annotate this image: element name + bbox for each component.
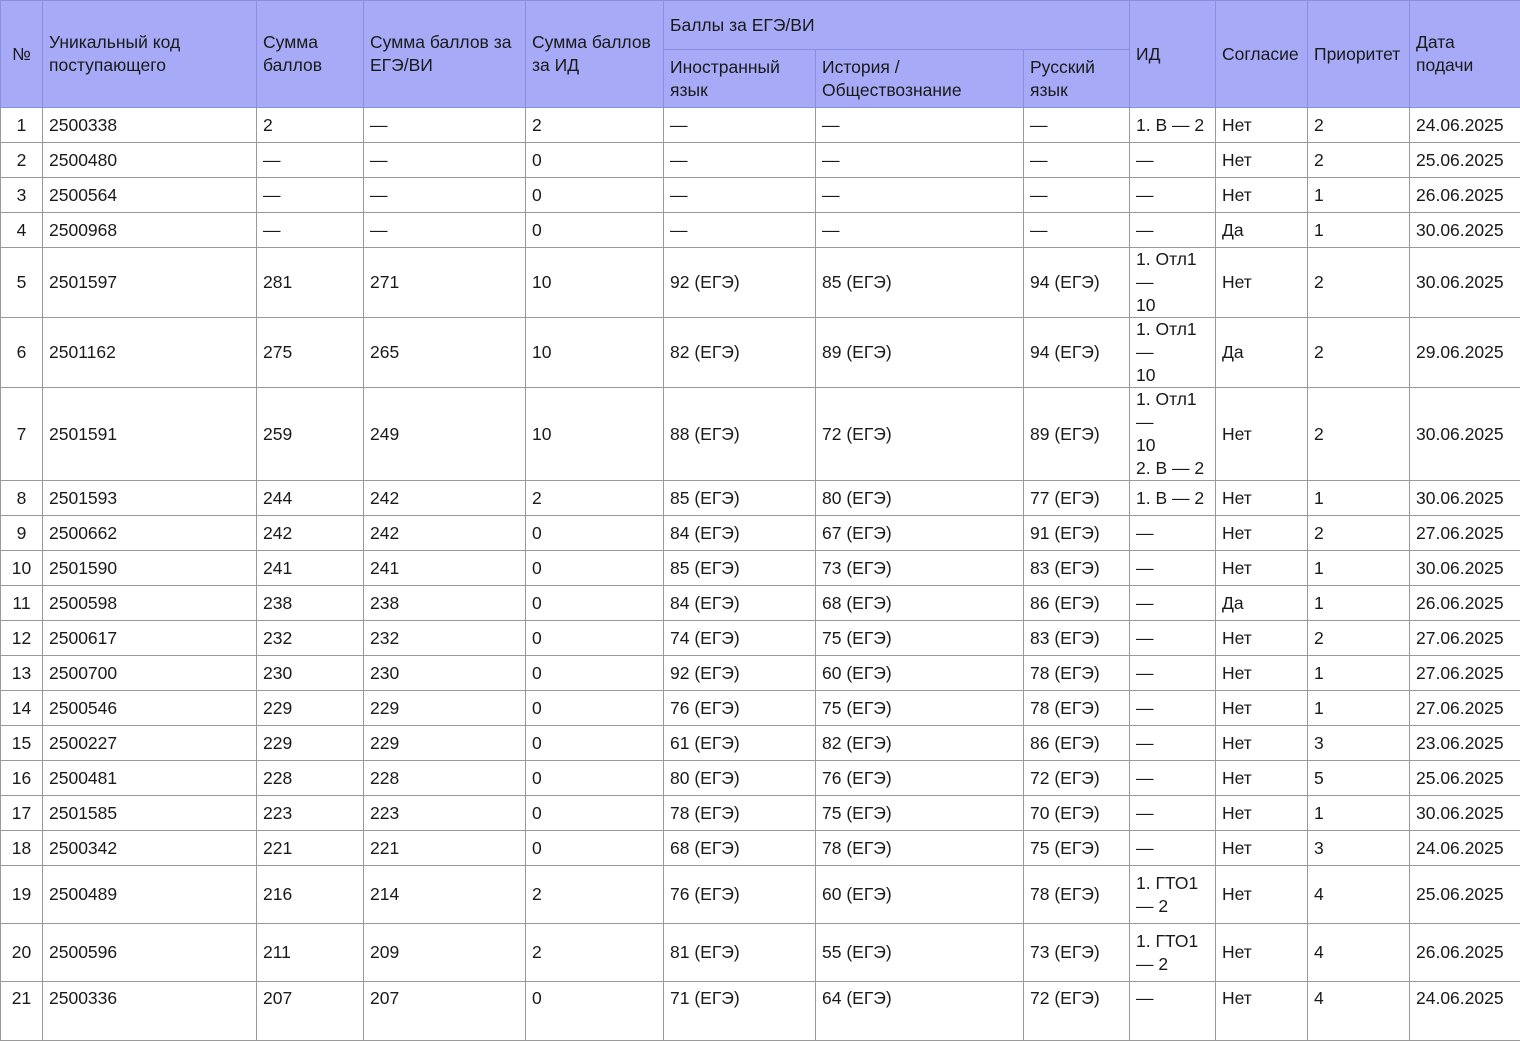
cell-total: 216: [257, 866, 364, 924]
cell-consent: Нет: [1216, 178, 1308, 213]
cell-russian: 83 (ЕГЭ): [1024, 621, 1130, 656]
cell-consent: Нет: [1216, 726, 1308, 761]
cell-total: 221: [257, 831, 364, 866]
table-row: [1, 982, 1520, 1041]
header-consent: Согласие: [1216, 1, 1308, 108]
table-row: [1, 248, 1520, 318]
cell-russian: 78 (ЕГЭ): [1024, 691, 1130, 726]
cell-total: 241: [257, 551, 364, 586]
cell-num: 9: [1, 516, 43, 551]
cell-exam-total: 238: [364, 586, 526, 621]
cell-total: —: [257, 213, 364, 248]
cell-id-total: 0: [526, 831, 664, 866]
cell-exam-total: 229: [364, 691, 526, 726]
cell-russian: 86 (ЕГЭ): [1024, 586, 1130, 621]
cell-history: —: [816, 178, 1024, 213]
cell-history: 80 (ЕГЭ): [816, 481, 1024, 516]
cell-foreign: 80 (ЕГЭ): [664, 761, 816, 796]
cell-total: 207: [257, 982, 364, 1041]
cell-foreign: 88 (ЕГЭ): [664, 388, 816, 481]
cell-foreign: —: [664, 108, 816, 143]
table-row: [1, 866, 1520, 924]
cell-id: 1. Отл1 — 10: [1130, 248, 1216, 318]
cell-russian: —: [1024, 178, 1130, 213]
cell-code: 2500662: [43, 516, 257, 551]
cell-foreign: 84 (ЕГЭ): [664, 586, 816, 621]
cell-foreign: 84 (ЕГЭ): [664, 516, 816, 551]
cell-russian: 89 (ЕГЭ): [1024, 388, 1130, 481]
cell-consent: Нет: [1216, 796, 1308, 831]
cell-exam-total: 230: [364, 656, 526, 691]
cell-num: 20: [1, 924, 43, 982]
cell-priority: 4: [1308, 866, 1410, 924]
cell-priority: 5: [1308, 761, 1410, 796]
cell-priority: 2: [1308, 516, 1410, 551]
cell-foreign: 85 (ЕГЭ): [664, 481, 816, 516]
cell-russian: 72 (ЕГЭ): [1024, 761, 1130, 796]
cell-priority: 1: [1308, 551, 1410, 586]
cell-exam-total: 241: [364, 551, 526, 586]
cell-code: 2500546: [43, 691, 257, 726]
cell-consent: Нет: [1216, 924, 1308, 982]
cell-consent: Нет: [1216, 656, 1308, 691]
cell-russian: 70 (ЕГЭ): [1024, 796, 1130, 831]
cell-priority: 1: [1308, 213, 1410, 248]
cell-code: 2500564: [43, 178, 257, 213]
cell-history: 67 (ЕГЭ): [816, 516, 1024, 551]
cell-num: 19: [1, 866, 43, 924]
cell-history: 82 (ЕГЭ): [816, 726, 1024, 761]
table-row: [1, 143, 1520, 178]
cell-num: 18: [1, 831, 43, 866]
cell-foreign: 61 (ЕГЭ): [664, 726, 816, 761]
cell-code: 2501585: [43, 796, 257, 831]
cell-total: 232: [257, 621, 364, 656]
cell-date: 24.06.2025: [1410, 831, 1520, 866]
cell-date: 30.06.2025: [1410, 796, 1520, 831]
cell-id: —: [1130, 761, 1216, 796]
header-date: Дата подачи: [1410, 1, 1520, 108]
cell-consent: Нет: [1216, 866, 1308, 924]
table-row: [1, 831, 1520, 866]
cell-priority: 2: [1308, 318, 1410, 388]
cell-code: 2500480: [43, 143, 257, 178]
cell-id: 1. ГТО1 — 2: [1130, 924, 1216, 982]
cell-russian: —: [1024, 213, 1130, 248]
cell-num: 10: [1, 551, 43, 586]
table-row: [1, 621, 1520, 656]
cell-foreign: 92 (ЕГЭ): [664, 656, 816, 691]
cell-foreign: 76 (ЕГЭ): [664, 691, 816, 726]
cell-id: —: [1130, 982, 1216, 1041]
cell-id: —: [1130, 586, 1216, 621]
cell-priority: 1: [1308, 586, 1410, 621]
header-exam-total: Сумма баллов за ЕГЭ/ВИ: [364, 1, 526, 108]
cell-id-total: 10: [526, 388, 664, 481]
cell-num: 3: [1, 178, 43, 213]
cell-id-total: 0: [526, 516, 664, 551]
cell-num: 8: [1, 481, 43, 516]
header-total: Сумма баллов: [257, 1, 364, 108]
cell-id: —: [1130, 656, 1216, 691]
cell-total: 229: [257, 726, 364, 761]
cell-id: 1. В — 2: [1130, 481, 1216, 516]
cell-num: 6: [1, 318, 43, 388]
cell-num: 13: [1, 656, 43, 691]
cell-date: 30.06.2025: [1410, 551, 1520, 586]
cell-num: 21: [1, 982, 43, 1041]
table-row: [1, 761, 1520, 796]
cell-code: 2500596: [43, 924, 257, 982]
table-row: [1, 481, 1520, 516]
cell-code: 2500968: [43, 213, 257, 248]
cell-id-total: 0: [526, 551, 664, 586]
cell-russian: 73 (ЕГЭ): [1024, 924, 1130, 982]
table-row: [1, 796, 1520, 831]
cell-priority: 2: [1308, 143, 1410, 178]
cell-code: 2501591: [43, 388, 257, 481]
cell-code: 2500598: [43, 586, 257, 621]
table-row: [1, 108, 1520, 143]
cell-date: 26.06.2025: [1410, 924, 1520, 982]
cell-exam-total: —: [364, 143, 526, 178]
cell-code: 2500338: [43, 108, 257, 143]
cell-history: —: [816, 143, 1024, 178]
cell-consent: Нет: [1216, 108, 1308, 143]
cell-exam-total: 242: [364, 481, 526, 516]
cell-exam-total: 223: [364, 796, 526, 831]
header-num: №: [1, 1, 43, 108]
cell-foreign: 71 (ЕГЭ): [664, 982, 816, 1041]
cell-id: —: [1130, 691, 1216, 726]
cell-russian: 72 (ЕГЭ): [1024, 982, 1130, 1041]
cell-total: —: [257, 143, 364, 178]
cell-date: 25.06.2025: [1410, 143, 1520, 178]
cell-num: 12: [1, 621, 43, 656]
cell-consent: Нет: [1216, 761, 1308, 796]
cell-consent: Нет: [1216, 831, 1308, 866]
cell-russian: 75 (ЕГЭ): [1024, 831, 1130, 866]
cell-history: 75 (ЕГЭ): [816, 691, 1024, 726]
cell-id-total: 2: [526, 924, 664, 982]
cell-total: 211: [257, 924, 364, 982]
cell-id: —: [1130, 143, 1216, 178]
cell-consent: Нет: [1216, 481, 1308, 516]
cell-priority: 2: [1308, 621, 1410, 656]
cell-consent: Да: [1216, 213, 1308, 248]
cell-id-total: 0: [526, 143, 664, 178]
cell-code: 2500481: [43, 761, 257, 796]
cell-russian: 94 (ЕГЭ): [1024, 318, 1130, 388]
cell-consent: Нет: [1216, 551, 1308, 586]
table-row: [1, 213, 1520, 248]
cell-id-total: 10: [526, 248, 664, 318]
cell-num: 16: [1, 761, 43, 796]
cell-consent: Нет: [1216, 621, 1308, 656]
cell-date: 23.06.2025: [1410, 726, 1520, 761]
cell-exam-total: —: [364, 213, 526, 248]
cell-exam-total: 221: [364, 831, 526, 866]
cell-id-total: 0: [526, 982, 664, 1041]
header-exam-group: Баллы за ЕГЭ/ВИ: [664, 1, 1130, 50]
cell-priority: 3: [1308, 726, 1410, 761]
cell-priority: 1: [1308, 656, 1410, 691]
cell-code: 2500342: [43, 831, 257, 866]
cell-id-total: 2: [526, 866, 664, 924]
cell-num: 7: [1, 388, 43, 481]
cell-consent: Нет: [1216, 691, 1308, 726]
cell-total: 281: [257, 248, 364, 318]
cell-num: 1: [1, 108, 43, 143]
cell-total: 242: [257, 516, 364, 551]
table-body: [1, 108, 1520, 1041]
cell-exam-total: 228: [364, 761, 526, 796]
cell-exam-total: 232: [364, 621, 526, 656]
cell-history: 76 (ЕГЭ): [816, 761, 1024, 796]
cell-date: 25.06.2025: [1410, 866, 1520, 924]
header-russian: Русский язык: [1024, 50, 1130, 108]
cell-russian: —: [1024, 108, 1130, 143]
cell-id: —: [1130, 213, 1216, 248]
cell-code: 2500336: [43, 982, 257, 1041]
cell-exam-total: 207: [364, 982, 526, 1041]
cell-foreign: 74 (ЕГЭ): [664, 621, 816, 656]
cell-id-total: 10: [526, 318, 664, 388]
cell-exam-total: 209: [364, 924, 526, 982]
cell-id-total: 0: [526, 691, 664, 726]
cell-consent: Нет: [1216, 388, 1308, 481]
cell-num: 5: [1, 248, 43, 318]
cell-russian: 78 (ЕГЭ): [1024, 866, 1130, 924]
header-id-total: Сумма баллов за ИД: [526, 1, 664, 108]
table-row: [1, 656, 1520, 691]
cell-date: 24.06.2025: [1410, 108, 1520, 143]
cell-id: 1. В — 2: [1130, 108, 1216, 143]
cell-priority: 1: [1308, 796, 1410, 831]
header-foreign: Иностранный язык: [664, 50, 816, 108]
cell-priority: 2: [1308, 108, 1410, 143]
cell-priority: 1: [1308, 691, 1410, 726]
cell-date: 30.06.2025: [1410, 388, 1520, 481]
cell-priority: 2: [1308, 248, 1410, 318]
cell-history: 68 (ЕГЭ): [816, 586, 1024, 621]
cell-code: 2501593: [43, 481, 257, 516]
cell-id: —: [1130, 178, 1216, 213]
cell-foreign: 82 (ЕГЭ): [664, 318, 816, 388]
cell-date: 29.06.2025: [1410, 318, 1520, 388]
cell-foreign: 92 (ЕГЭ): [664, 248, 816, 318]
cell-history: —: [816, 213, 1024, 248]
cell-history: 89 (ЕГЭ): [816, 318, 1024, 388]
cell-foreign: —: [664, 213, 816, 248]
cell-history: 60 (ЕГЭ): [816, 656, 1024, 691]
cell-total: 229: [257, 691, 364, 726]
cell-history: 64 (ЕГЭ): [816, 982, 1024, 1041]
cell-id: —: [1130, 621, 1216, 656]
cell-id: 1. ГТО1 — 2: [1130, 866, 1216, 924]
header-id: ИД: [1130, 1, 1216, 108]
cell-num: 4: [1, 213, 43, 248]
cell-total: 238: [257, 586, 364, 621]
cell-russian: 86 (ЕГЭ): [1024, 726, 1130, 761]
cell-id: 1. Отл1 — 10: [1130, 318, 1216, 388]
cell-id-total: 0: [526, 726, 664, 761]
cell-date: 26.06.2025: [1410, 586, 1520, 621]
cell-date: 25.06.2025: [1410, 761, 1520, 796]
cell-history: 85 (ЕГЭ): [816, 248, 1024, 318]
cell-russian: 78 (ЕГЭ): [1024, 656, 1130, 691]
cell-id: —: [1130, 726, 1216, 761]
cell-id-total: 0: [526, 621, 664, 656]
cell-date: 26.06.2025: [1410, 178, 1520, 213]
cell-history: 75 (ЕГЭ): [816, 621, 1024, 656]
cell-id-total: 0: [526, 586, 664, 621]
cell-total: —: [257, 178, 364, 213]
cell-code: 2500617: [43, 621, 257, 656]
cell-foreign: 68 (ЕГЭ): [664, 831, 816, 866]
cell-total: 223: [257, 796, 364, 831]
cell-russian: —: [1024, 143, 1130, 178]
cell-consent: Нет: [1216, 516, 1308, 551]
cell-exam-total: —: [364, 108, 526, 143]
cell-history: 60 (ЕГЭ): [816, 866, 1024, 924]
cell-russian: 83 (ЕГЭ): [1024, 551, 1130, 586]
cell-id-total: 0: [526, 796, 664, 831]
cell-foreign: 81 (ЕГЭ): [664, 924, 816, 982]
cell-foreign: —: [664, 143, 816, 178]
cell-priority: 3: [1308, 831, 1410, 866]
header-code: Уникальный код поступающего: [43, 1, 257, 108]
cell-total: 2: [257, 108, 364, 143]
cell-foreign: 78 (ЕГЭ): [664, 796, 816, 831]
cell-exam-total: 265: [364, 318, 526, 388]
cell-priority: 4: [1308, 982, 1410, 1041]
cell-code: 2500700: [43, 656, 257, 691]
cell-total: 275: [257, 318, 364, 388]
cell-priority: 4: [1308, 924, 1410, 982]
cell-date: 30.06.2025: [1410, 481, 1520, 516]
table-header: [1, 1, 1520, 108]
cell-foreign: —: [664, 178, 816, 213]
cell-id-total: 0: [526, 761, 664, 796]
cell-exam-total: 214: [364, 866, 526, 924]
cell-id-total: 0: [526, 656, 664, 691]
cell-date: 27.06.2025: [1410, 621, 1520, 656]
cell-history: 78 (ЕГЭ): [816, 831, 1024, 866]
cell-foreign: 76 (ЕГЭ): [664, 866, 816, 924]
cell-history: —: [816, 108, 1024, 143]
cell-priority: 1: [1308, 481, 1410, 516]
cell-id: —: [1130, 796, 1216, 831]
cell-exam-total: 271: [364, 248, 526, 318]
cell-total: 259: [257, 388, 364, 481]
cell-num: 17: [1, 796, 43, 831]
cell-id: —: [1130, 551, 1216, 586]
cell-id: 1. Отл1 — 10 2. В — 2: [1130, 388, 1216, 481]
table-row: [1, 388, 1520, 481]
cell-consent: Нет: [1216, 248, 1308, 318]
cell-exam-total: 229: [364, 726, 526, 761]
cell-date: 27.06.2025: [1410, 656, 1520, 691]
cell-code: 2500227: [43, 726, 257, 761]
cell-id-total: 2: [526, 481, 664, 516]
cell-exam-total: —: [364, 178, 526, 213]
cell-date: 24.06.2025: [1410, 982, 1520, 1041]
cell-code: 2501597: [43, 248, 257, 318]
cell-history: 73 (ЕГЭ): [816, 551, 1024, 586]
cell-exam-total: 242: [364, 516, 526, 551]
cell-num: 14: [1, 691, 43, 726]
cell-history: 72 (ЕГЭ): [816, 388, 1024, 481]
cell-id-total: 0: [526, 213, 664, 248]
cell-history: 55 (ЕГЭ): [816, 924, 1024, 982]
cell-consent: Да: [1216, 586, 1308, 621]
cell-date: 27.06.2025: [1410, 691, 1520, 726]
cell-id: —: [1130, 516, 1216, 551]
cell-date: 27.06.2025: [1410, 516, 1520, 551]
cell-id-total: 2: [526, 108, 664, 143]
cell-id: —: [1130, 831, 1216, 866]
cell-id-total: 0: [526, 178, 664, 213]
cell-code: 2500489: [43, 866, 257, 924]
cell-russian: 94 (ЕГЭ): [1024, 248, 1130, 318]
cell-russian: 91 (ЕГЭ): [1024, 516, 1130, 551]
cell-priority: 1: [1308, 178, 1410, 213]
cell-num: 2: [1, 143, 43, 178]
cell-total: 244: [257, 481, 364, 516]
table-row: [1, 551, 1520, 586]
cell-consent: Нет: [1216, 982, 1308, 1041]
table-row: [1, 318, 1520, 388]
cell-total: 230: [257, 656, 364, 691]
cell-exam-total: 249: [364, 388, 526, 481]
cell-date: 30.06.2025: [1410, 248, 1520, 318]
table-row: [1, 178, 1520, 213]
cell-code: 2501162: [43, 318, 257, 388]
cell-num: 15: [1, 726, 43, 761]
cell-consent: Нет: [1216, 143, 1308, 178]
cell-russian: 77 (ЕГЭ): [1024, 481, 1130, 516]
cell-total: 228: [257, 761, 364, 796]
table-row: [1, 586, 1520, 621]
table-row: [1, 924, 1520, 982]
table-row: [1, 726, 1520, 761]
cell-foreign: 85 (ЕГЭ): [664, 551, 816, 586]
cell-consent: Да: [1216, 318, 1308, 388]
table-row: [1, 691, 1520, 726]
cell-priority: 2: [1308, 388, 1410, 481]
header-history: История / Обществознание: [816, 50, 1024, 108]
cell-num: 11: [1, 586, 43, 621]
header-priority: Приоритет: [1308, 1, 1410, 108]
cell-date: 30.06.2025: [1410, 213, 1520, 248]
cell-code: 2501590: [43, 551, 257, 586]
table-row: [1, 516, 1520, 551]
cell-history: 75 (ЕГЭ): [816, 796, 1024, 831]
